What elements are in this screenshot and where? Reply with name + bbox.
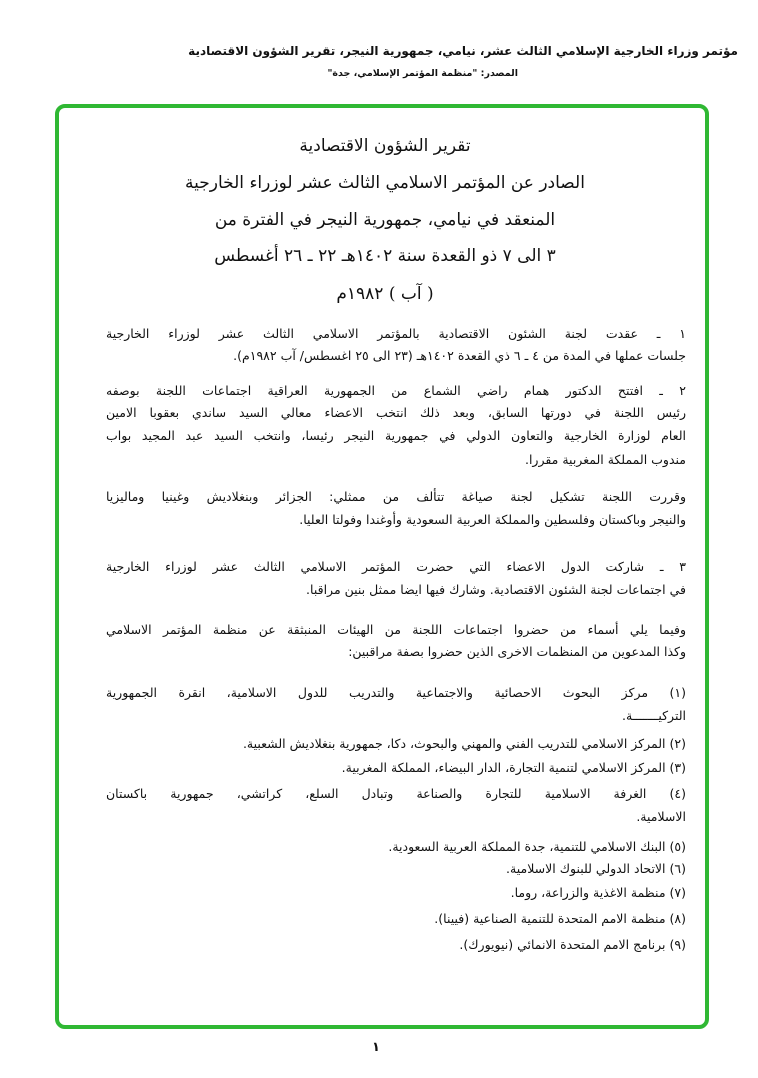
document-header-title: مؤتمر وزراء الخارجية الإسلامي الثالث عشر، نيامي، جمهورية النيجر، تقرير الشؤون الاقتصادية <box>188 44 738 58</box>
body-text-line: والنيجر وباكستان وفلسطين والمملكة العربية السعودية وأوغندا وفولتا العليا. <box>299 512 686 527</box>
body-text-line: ١ ـ عقدت لجنة الشئون الاقتصادية بالمؤتمر الاسلامي الثالث عشر لوزراء الخارجية <box>106 326 686 341</box>
body-text-line: (٥) البنك الاسلامي للتنمية، جدة المملكة العربية السعودية. <box>388 839 686 854</box>
report-title-line: ( آب ) ١٩٨٢م <box>336 284 434 304</box>
body-text-line: مندوب المملكة المغربية مقررا. <box>524 452 686 467</box>
body-text-line: (٨) منظمة الامم المتحدة للتنمية الصناعية (فيينا). <box>434 911 686 926</box>
body-text-line: (٧) منظمة الاغذية والزراعة، روما. <box>510 885 686 900</box>
body-text-line: العام لوزارة الخارجية والتعاون الدولي في جمهورية النيجر رئيسا، وانتخب السيد عبد المجيد بواب <box>106 428 686 443</box>
report-title-line: ٣ الى ٧ ذو القعدة سنة ١٤٠٢هـ ٢٢ ـ ٢٦ أغسطس <box>214 246 556 266</box>
body-text-line: ٢ ـ افتتح الدكتور همام راضي الشماع من الجمهورية العراقية اجتماعات اللجنة بوصفه <box>106 383 686 398</box>
body-text-line: وفيما يلي أسماء من حضروا اجتماعات اللجنة من الهيئات المنبثقة عن منظمة المؤتمر الاسلامي <box>106 622 686 637</box>
body-text-line: (٤) الغرفة الاسلامية للتجارة والصناعة وتبادل السلع، كراتشي، جمهورية باكستان <box>106 786 686 801</box>
page-number: ١ <box>372 1040 380 1055</box>
document-source: المصدر: "منظمة المؤتمر الإسلامي، جدة" <box>327 68 518 79</box>
body-text-line: ٣ ـ شاركت الدول الاعضاء التي حضرت المؤتمر الاسلامي الثالث عشر لوزراء الخارجية <box>106 559 686 574</box>
body-text-line: في اجتماعات لجنة الشئون الاقتصادية. وشارك فيها ايضا ممثل بنين مراقبا. <box>306 582 686 597</box>
body-text-line: الاسلامية. <box>636 809 686 824</box>
body-text-line: (١) مركز البحوث الاحصائية والاجتماعية والتدريب للدول الاسلامية، انقرة الجمهورية <box>106 685 686 700</box>
body-text-line: (٢) المركز الاسلامي للتدريب الفني والمهني والبحوث، دكا، جمهورية بنغلاديش الشعبية. <box>242 736 686 751</box>
report-title-line: تقرير الشؤون الاقتصادية <box>299 136 471 156</box>
body-text-line: (٦) الاتحاد الدولي للبنوك الاسلامية. <box>506 861 686 876</box>
body-text-line: رئيس اللجنة في دورتها السابق، وبعد ذلك انتخب الاعضاء معالي السيد ساندي بعقوبا الامين <box>106 405 686 420</box>
body-text-line: جلسات عملها في المدة من ٤ ـ ٦ ذي القعدة ١٤٠٢هـ (٢٣ الى ٢٥ اغسطس/ آب ١٩٨٢م). <box>233 348 686 363</box>
body-text-line: (٣) المركز الاسلامي لتنمية التجارة، الدار البيضاء، المملكة المغربية. <box>341 760 686 775</box>
body-text-line: التركيـــــــة. <box>622 708 686 723</box>
body-text-line: وقررت اللجنة تشكيل لجنة صياغة تتألف من ممثلي: الجزائر وبنغلاديش وغينيا وماليزيا <box>106 489 686 504</box>
report-title-line: المنعقد في نيامي، جمهورية النيجر في الفترة من <box>214 210 556 230</box>
body-text-line: وكذا المدعوين من المنظمات الاخرى الذين حضروا بصفة مراقبين: <box>348 644 686 659</box>
report-title-line: الصادر عن المؤتمر الاسلامي الثالث عشر لوزراء الخارجية <box>185 173 585 193</box>
body-text-line: (٩) برنامج الامم المتحدة الانمائي (نيويورك). <box>459 937 686 952</box>
